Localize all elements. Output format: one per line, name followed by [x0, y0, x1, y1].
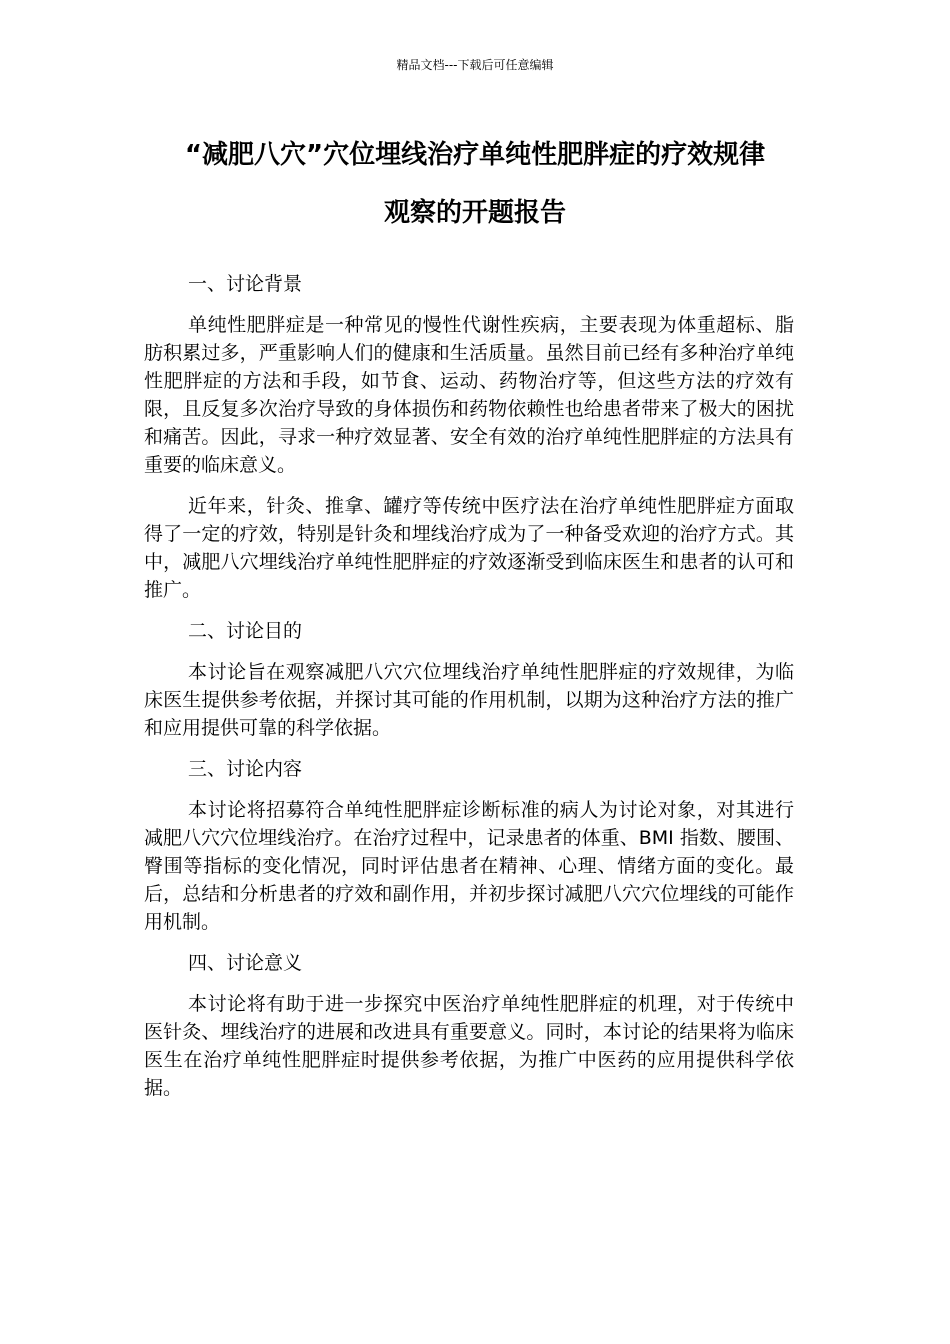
section-heading: 二、讨论目的 — [188, 620, 303, 642]
body-paragraph: 近年来，针灸、推拿、罐疗等传统中医疗法在治疗单纯性肥胖症方面取得了一定的疗效，特别是针灸和埋线治疗成为了一种备受欢迎的治疗方式。其中，减肥八穴埋线治疗单纯性肥胖症的疗效逐渐受到临床医生和患者的认可和推广。 — [144, 495, 794, 601]
section-heading: 四、讨论意义 — [188, 952, 303, 974]
section-content — [144, 755, 794, 936]
section-significance — [144, 949, 794, 1102]
body-paragraph: 本讨论旨在观察减肥八穴穴位埋线治疗单纯性肥胖症的疗效规律，为临床医生提供参考依据，并探讨其可能的作用机制，以期为这种治疗方法的推广和应用提供可靠的科学依据。 — [144, 661, 794, 739]
section-heading: 三、讨论内容 — [188, 758, 303, 780]
section-heading: 一、讨论背景 — [188, 273, 303, 295]
body-paragraph: 单纯性肥胖症是一种常见的慢性代谢性疾病，主要表现为体重超标、脂肪积累过多，严重影响人们的健康和生活质量。虽然目前已经有多种治疗单纯性肥胖症的方法和手段，如节食、运动、药物治疗等，但这些方法的疗效有限，且反复多次治疗导致的身体损伤和药物依赖性也给患者带来了极大的困扰和痛苦。因此，寻求一种疗效显著、安全有效的治疗单纯性肥胖症的方法具有重要的临床意义。 — [144, 314, 794, 476]
document-title-line-2: 观察的开题报告 — [383, 198, 566, 228]
document-body — [144, 270, 794, 1115]
body-paragraph: 本讨论将有助于进一步探究中医治疗单纯性肥胖症的机理，对于传统中医针灸、埋线治疗的进展和改进具有重要意义。同时，本讨论的结果将为临床医生在治疗单纯性肥胖症时提供参考依据，为推广中医药的应用提供科学依据。 — [144, 993, 794, 1099]
section-background — [144, 270, 794, 604]
page-header-note: 精品文档---下载后可任意编辑 — [396, 58, 554, 72]
document-title-line-1: “减肥八穴”穴位埋线治疗单纯性肥胖症的疗效规律 — [184, 140, 766, 170]
body-paragraph: 本讨论将招募符合单纯性肥胖症诊断标准的病人为讨论对象，对其进行减肥八穴穴位埋线治疗。在治疗过程中，记录患者的体重、BMI 指数、腰围、臀围等指标的变化情况，同时评估患者在精神、心理、情绪方面的变化。最后，总结和分析患者的疗效和副作用，并初步探讨减肥八穴穴位埋线的可能作用机制。 — [144, 799, 794, 933]
section-purpose — [144, 617, 794, 742]
